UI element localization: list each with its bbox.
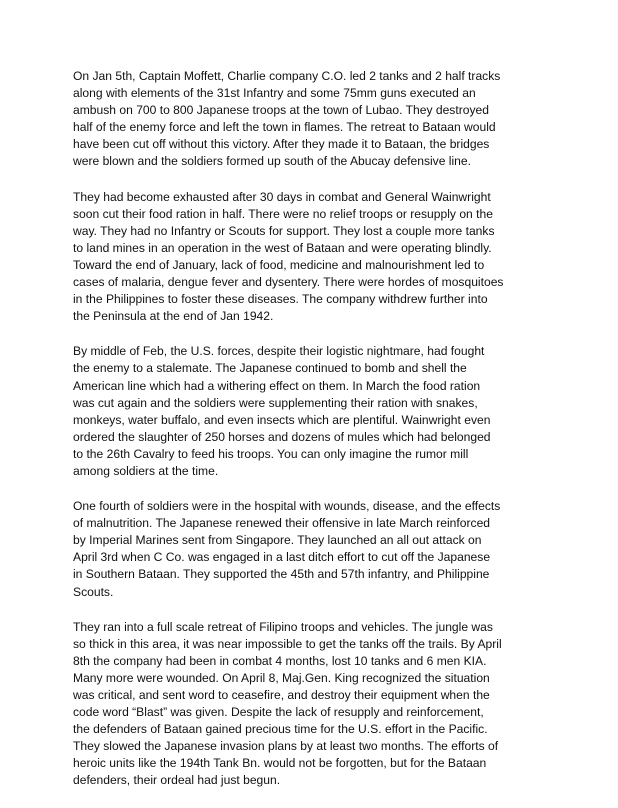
paragraph-surrender: They ran into a full scale retreat of Filipino troops and vehicles. The jungle was so thick in this area, it was near impossible to get the tanks off the trails. By April 8th the company had been in combat 4 months, lost 10 tanks and 6 men KIA. Many more were wounded. On April 8, Maj.Gen. King recognized the situation was critical, and sent word to ceasefire, and destroy their equipment when the code word “Blast” was given. Despite the lack of resupply and reinforcement, the defenders of Bataan gained precious time for the U.S. effort in the Pacific. They slowed the Japanese invasion plans by at least two months. The efforts of heroic units like the 194th Tank Bn. would not be forgotten, but for the Bataan defenders, their ordeal had just begun. bbox=[73, 619, 502, 788]
paragraph-japanese-offensive: One fourth of soldiers were in the hospital with wounds, disease, and the effects of malnutrition. The Japanese renewed their offensive in late March reinforced by Imperial Marines sent from Singapore. They launched an all out attack on April 3rd when C Co. was engaged in a last ditch effort to cut off the Japanese in Southern Bataan. They supported the 45th and 57th infantry, and Philippine Scouts. bbox=[73, 499, 501, 599]
paragraph-stalemate: By middle of Feb, the U.S. forces, despite their logistic nightmare, had fought the enemy to a stalemate. The Japanese continued to bomb and shell the American line which had a withering effect on them. In March the food ration was cut again and the soldiers were supplementing their ration with snakes, monkeys, water buffalo, and even insects which are plentiful. Wainwright even ordered the slaughter of 250 horses and dozens of mules which had belonged to the 26th Cavalry to feed his troops. You can only imagine the rumor mill among soldiers at the time. bbox=[73, 344, 491, 478]
paragraph-lubao-ambush: On Jan 5th, Captain Moffett, Charlie company C.O. led 2 tanks and 2 half tracks along with elements of the 31st Infantry and some 75mm guns executed an ambush on 700 to 800 Japanese troops at the town of Lubao. They destroyed half of the enemy force and left the town in flames. The retreat to Bataan would have been cut off without this victory. After they made it to Bataan, the bridges were blown and the soldiers formed up south of the Abucay defensive line. bbox=[73, 69, 501, 169]
document-body bbox=[73, 68, 573, 808]
paragraph-exhaustion: They had become exhausted after 30 days in combat and General Wainwright soon cut their food ration in half. There were no relief troops or resupply on the way. They had no Infantry or Scouts for support. They lost a couple more tanks to land mines in an operation in the west of Bataan and were operating blindly. Toward the end of January, lack of food, medicine and malnourishment led to cases of malaria, dengue fever and dysentery. There were hordes of mosquitoes in the Philippines to foster these diseases. The company withdrew further into the Peninsula at the end of Jan 1942. bbox=[73, 189, 504, 324]
